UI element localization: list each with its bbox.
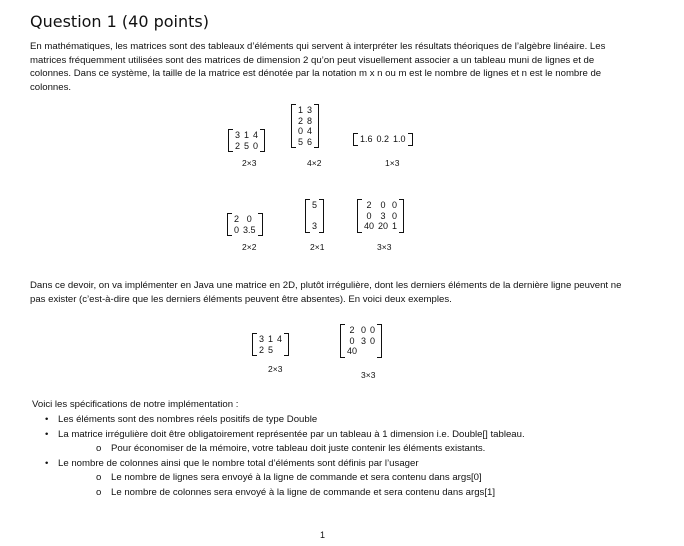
matrix-cell: 4: [253, 130, 259, 140]
irregular-matrix-3x3: [340, 324, 382, 360]
matrix-brackets: [305, 199, 324, 233]
matrix-cell: 3: [235, 130, 241, 140]
matrix-cell: 4: [277, 334, 283, 344]
matrix-brackets: [353, 133, 413, 146]
dim-label: 1×3: [385, 158, 400, 168]
page-number: 1: [320, 530, 326, 540]
paragraph-2: Dans ce devoir, on va implémenter en Java une matrice en 2D, plutôt irrégulière, dont les derniers éléments de la dernière ligne peuvent ne pas exister (c’est-à-dire que les derniers éléments peuvent être absentes). En voici deux exemples.: [30, 280, 622, 305]
matrix-4x2: [291, 104, 319, 150]
matrix-2x3: [228, 129, 265, 154]
matrix-cell: 3: [259, 334, 265, 344]
matrix-cell: 1.0: [393, 134, 406, 144]
matrix-brackets: [252, 333, 289, 356]
matrix-cell: 6: [307, 136, 313, 147]
matrix-cell: 1: [392, 221, 398, 231]
matrix-cell: 2: [234, 214, 240, 224]
matrix-cell: 0: [253, 140, 259, 151]
matrix-cell: 20: [378, 221, 389, 231]
dim-label: 3×3: [377, 242, 392, 252]
matrix-cell: 2: [235, 140, 241, 151]
matrix-cell: 0: [349, 335, 355, 346]
matrix-cell: 2: [259, 344, 265, 355]
matrix-cell: 0: [234, 224, 240, 235]
question-title: Question 1 (40 points): [30, 12, 209, 31]
matrix-brackets: [228, 129, 265, 152]
matrix-cell: 3: [312, 221, 318, 231]
spec-item: o Le nombre de lignes sera envoyé à la ligne de commande et sera contenu dans args[0]: [32, 471, 525, 486]
matrix-cell: 3.5: [243, 224, 256, 235]
matrix-cell: 1.6: [360, 134, 373, 144]
matrix-cell: [359, 346, 368, 357]
irregular-matrix-2x3: [252, 333, 289, 358]
spec-item: o Pour économiser de la mémoire, votre tableau doit juste contenir les éléments existants.: [32, 442, 525, 457]
matrix-cell: [310, 211, 319, 222]
matrix-cell: 0: [370, 335, 376, 346]
matrix-cell: 3: [307, 105, 313, 115]
matrix-brackets: [227, 213, 263, 236]
matrix-cell: 3: [361, 335, 367, 346]
matrix-cell: 1: [298, 105, 304, 115]
matrix-3x3: [357, 199, 404, 235]
matrix-cell: 2: [366, 200, 372, 210]
matrix-cell: [275, 345, 284, 356]
matrix-2x2: [227, 213, 263, 238]
matrix-cell: 0: [246, 214, 252, 224]
matrix-cell: 0: [298, 126, 304, 136]
dim-label: 2×2: [242, 242, 257, 252]
intro-paragraph: En mathématiques, les matrices sont des tableaux d’éléments qui servent à interpréter les résultats théoriques de l’algèbre linéaire. Les matrices fréquemment utilisées sont des matrices de dimension 2 qu’on peut visuellement associer a un tableau muni de lignes et de colonnes. Dans ce système, la taille de la matrice est dénotée par la notation m x n ou m est le nombre de lignes et n est le nombre de colonnes.: [30, 41, 606, 93]
matrix-cell: 8: [307, 115, 313, 126]
matrix-cell: 0: [370, 325, 376, 335]
spec-item: • Les éléments sont des nombres réels positifs de type Double: [32, 413, 525, 428]
matrix-cell: 1: [268, 334, 274, 344]
spec-item: • La matrice irrégulière doit être obligatoirement représentée par un tableau à 1 dimension i.e. Double[] tableau.: [32, 428, 525, 443]
matrix-cell: 0: [361, 325, 367, 335]
matrix-cell: 0: [392, 200, 398, 210]
dim-label: 2×3: [268, 364, 283, 374]
matrix-cell: 40: [347, 346, 358, 356]
dim-label: 2×1: [310, 242, 325, 252]
spec-item: o Le nombre de colonnes sera envoyé à la ligne de commande et sera contenu dans args[1]: [32, 486, 525, 501]
dim-label: 3×3: [361, 370, 376, 380]
matrix-cell: 4: [307, 126, 313, 136]
matrix-cell: 0: [380, 200, 386, 210]
matrix-cell: 0: [366, 210, 372, 221]
matrix-cell: 5: [312, 200, 318, 210]
matrix-cell: 2: [298, 115, 304, 126]
matrix-cell: 0: [392, 210, 398, 221]
specs-title: Voici les spécifications de notre implémentation :: [32, 399, 239, 410]
matrix-cell: 1: [244, 130, 250, 140]
matrix-cell: 5: [298, 136, 304, 147]
matrix-cell: 2: [349, 325, 355, 335]
matrix-brackets: [291, 104, 319, 148]
matrix-cell: 3: [380, 210, 386, 221]
spec-item: • Le nombre de colonnes ainsi que le nombre total d’éléments sont définis par l’usager: [32, 457, 525, 472]
matrix-cell: 5: [244, 140, 250, 151]
matrix-brackets: [357, 199, 404, 233]
dim-label: 2×3: [242, 158, 257, 168]
matrix-cell: 40: [364, 221, 375, 231]
matrix-1x3: [353, 133, 413, 148]
matrix-cell: [368, 346, 377, 357]
dim-label: 4×2: [307, 158, 322, 168]
matrix-cell: 0.2: [376, 134, 390, 144]
matrix-brackets: [340, 324, 382, 358]
matrix-2x1: [305, 199, 324, 235]
matrix-cell: 5: [268, 344, 274, 355]
specs-list: [32, 413, 525, 500]
